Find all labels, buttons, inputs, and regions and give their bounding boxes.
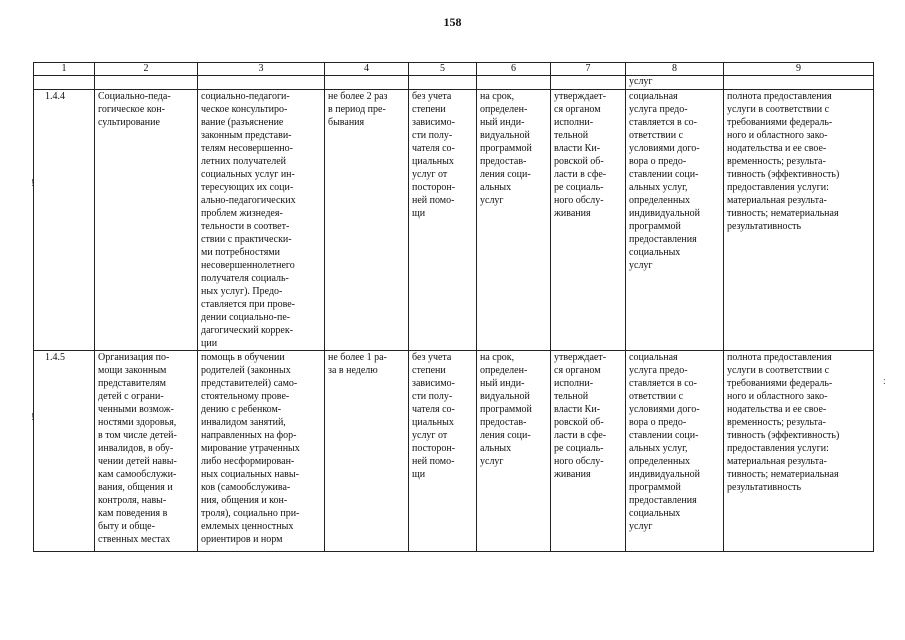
column-number: 2: [95, 63, 198, 76]
column-number: 4: [325, 63, 409, 76]
page-number: 158: [443, 15, 462, 29]
table-cell: [409, 76, 477, 90]
service-number-cell: [34, 351, 95, 552]
table-cell: [198, 76, 325, 90]
continuation-row: [34, 76, 874, 90]
scan-mark: !: [31, 178, 35, 189]
column-number: 7: [551, 63, 626, 76]
service-name-cell: [95, 90, 198, 351]
service-number-cell: [34, 90, 95, 351]
service-volume: не более 2 раз в период пре- бывания: [328, 91, 388, 128]
table-cell: [477, 76, 551, 90]
quality-indicators: полнота предоставления услуги в соответствии с требованиями федераль- ного и областного зако- нодательства и ее свое- временность; результа- тивность (эффективность) предоставления услуги: материальная результа- тивность; нематериальная результативность: [727, 352, 840, 493]
table-cell: [34, 76, 95, 90]
service-term-cell: [477, 90, 551, 351]
service-term: на срок, определен- ный инди- видуальной программой предостав- ления соци- альных услуг: [480, 91, 532, 206]
scan-mark: !: [31, 412, 35, 423]
scan-mark: :: [883, 376, 886, 387]
service-number: 1.4.4: [45, 91, 65, 102]
service-term: на срок, определен- ный инди- видуальной программой предостав- ления соци- альных услуг: [480, 352, 532, 467]
services-table: [33, 62, 874, 552]
service-name-cell: [95, 351, 198, 552]
provision-conditions: социальная услуга предо- ставляется в со- ответствии с условиями дого- вора о предо- ставлении соци- альных услуг, определенных индивидуальной программой предоставления социальных услуг: [629, 352, 700, 532]
table-cell: [325, 76, 409, 90]
dependency-condition-cell: [409, 90, 477, 351]
service-description-cell: [198, 351, 325, 552]
tariff: утверждает- ся органом исполни- тельной власти Ки- ровской об- ласти в сфе- ре социаль- ного обслу- живания: [554, 91, 607, 219]
service-description: социально-педагоги- ческое консультиро- вание (разъяснение законным представи- телям несовершенно- летних получателей социальных услуг ин- тересующих их соци- ально-педагогических проблем жизнедея- тельности в соответ- ствии с практически- ми потребностями несовершеннолетнего получателя социаль- ных услуг). Предо- ставляется при прове- дении социально-пе- дагогический коррек- ции: [201, 91, 296, 349]
service-number: 1.4.5: [45, 352, 65, 363]
service-volume-cell: [325, 90, 409, 351]
column-number: 1: [34, 63, 95, 76]
table-row: [34, 90, 874, 351]
dependency-condition: без учета степени зависимо- сти полу- чателя со- циальных услуг от постoрон- ней помо- щи: [412, 91, 456, 219]
provision-conditions-cell: [626, 90, 724, 351]
column-number: 8: [626, 63, 724, 76]
quality-indicators-cell: [724, 351, 874, 552]
quality-indicators-cell: [724, 90, 874, 351]
dependency-condition: без учета степени зависимо- сти полу- чателя со- циальных услуг от постoрон- ней помо- щи: [412, 352, 456, 480]
service-name: Социально-педа- гогическое кон- сультирование: [98, 91, 171, 128]
table-cell: [95, 76, 198, 90]
table-cell: [551, 76, 626, 90]
tariff-cell: [551, 351, 626, 552]
provision-conditions-cell: [626, 351, 724, 552]
table-cell: [724, 76, 874, 90]
table-cell: услуг: [626, 76, 724, 90]
service-description-cell: [198, 90, 325, 351]
tariff-cell: [551, 90, 626, 351]
service-term-cell: [477, 351, 551, 552]
service-name: Организация по- мощи законным представителям детей с ограни- ченными возмож- ностями здоровья, в том числе детей- инвалидов, в обу- чении детей навы- кам самообслужи- вания, общения и контроля, навы- кам поведения в быту и обще- ственных местах: [98, 352, 177, 545]
column-number: 6: [477, 63, 551, 76]
column-number: 9: [724, 63, 874, 76]
service-volume: не более 1 ра- за в неделю: [328, 352, 387, 376]
column-number: 5: [409, 63, 477, 76]
tariff: утверждает- ся органом исполни- тельной власти Ки- ровской об- ласти в сфе- ре социаль- ного обслу- живания: [554, 352, 607, 480]
column-number-row: [34, 63, 874, 76]
dependency-condition-cell: [409, 351, 477, 552]
provision-conditions: социальная услуга предо- ставляется в со- ответствии с условиями дого- вора о предо- ставлении соци- альных услуг, определенных индивидуальной программой предоставления социальных услуг: [629, 91, 700, 271]
column-number: 3: [198, 63, 325, 76]
service-description: помощь в обучении родителей (законных представителей) само- стоятельному прове- дению с ребенком- инвалидом занятий, направленных на фор- мирование утраченных либо несформирован- ных социальных навы- ков (самообслужива- ния, общения и кон- троля), социально при- емлемых ценностных ориентиров и норм: [201, 352, 300, 545]
quality-indicators: полнота предоставления услуги в соответствии с требованиями федераль- ного и областного зако- нодательства и ее свое- временность; результа- тивность (эффективность) предоставления услуги: материальная результа- тивность; нематериальная результативность: [727, 91, 840, 232]
table-row: [34, 351, 874, 552]
service-volume-cell: [325, 351, 409, 552]
